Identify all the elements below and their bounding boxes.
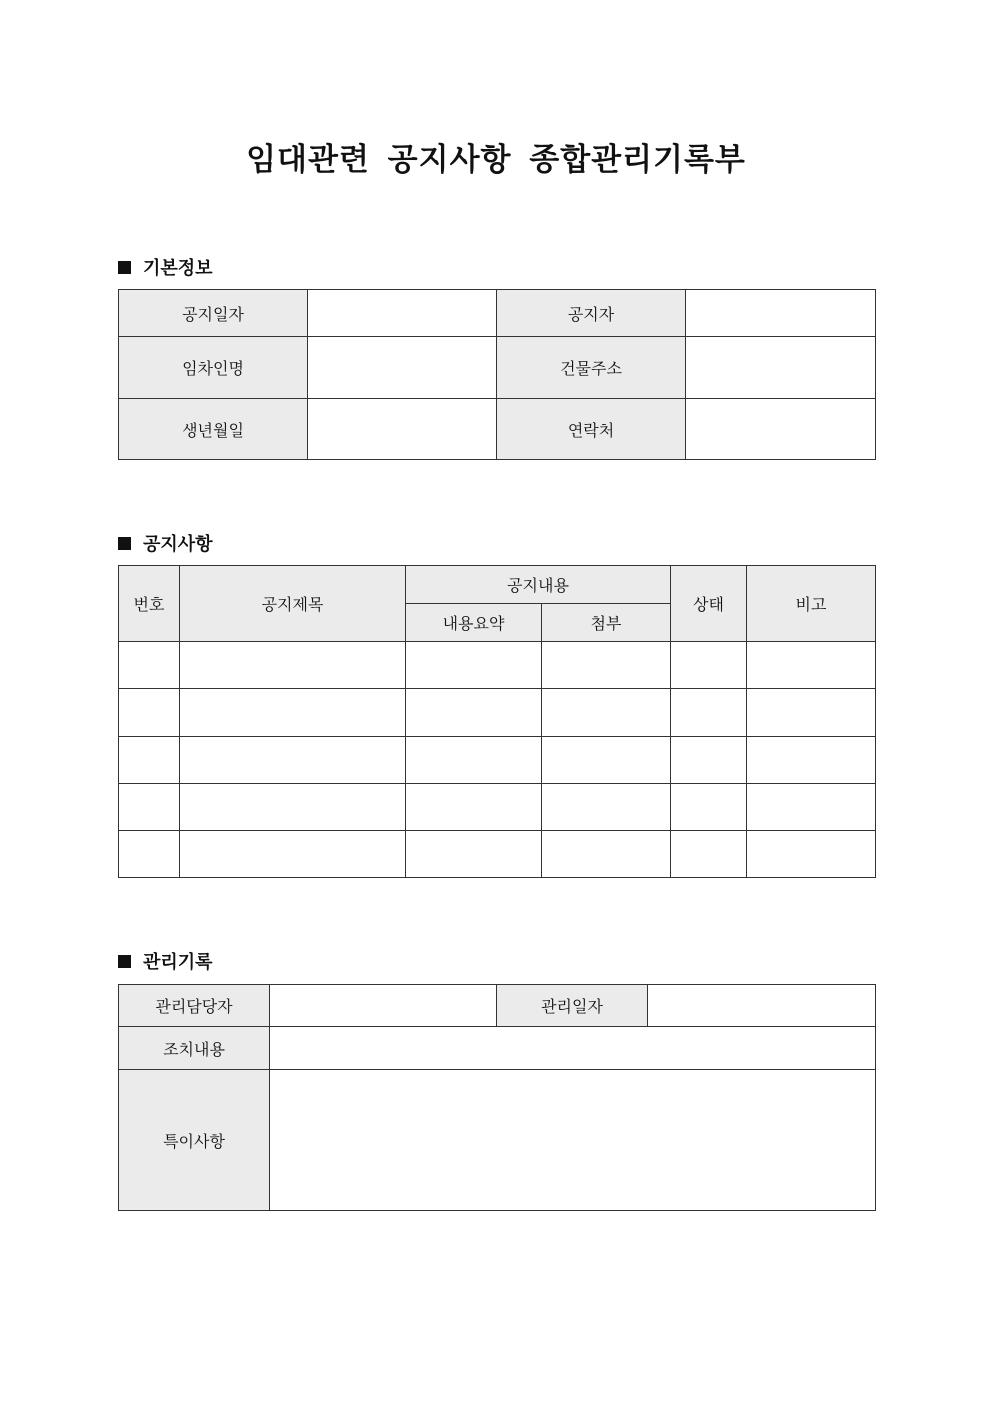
label-notifier: 공지자 — [497, 290, 686, 337]
label-birth-date: 생년월일 — [119, 399, 308, 460]
cell-remarks[interactable] — [747, 784, 876, 831]
cell-number[interactable] — [119, 689, 180, 737]
section-heading-basic — [118, 254, 213, 280]
cell-title[interactable] — [180, 642, 406, 689]
cell-title[interactable] — [180, 737, 406, 784]
table-row — [119, 784, 876, 831]
square-bullet-icon — [118, 261, 131, 274]
label-action: 조치내용 — [119, 1027, 270, 1070]
field-manage-date[interactable] — [648, 985, 876, 1027]
cell-number[interactable] — [119, 784, 180, 831]
cell-summary[interactable] — [406, 737, 542, 784]
cell-status[interactable] — [671, 689, 747, 737]
cell-attachment[interactable] — [542, 831, 671, 878]
cell-number[interactable] — [119, 642, 180, 689]
cell-attachment[interactable] — [542, 784, 671, 831]
section-heading-notice — [118, 530, 213, 556]
table-row — [119, 831, 876, 878]
field-manager[interactable] — [270, 985, 497, 1027]
cell-summary[interactable] — [406, 689, 542, 737]
cell-remarks[interactable] — [747, 689, 876, 737]
square-bullet-icon — [118, 537, 131, 550]
field-notes[interactable] — [270, 1070, 876, 1211]
manage-record-table — [118, 984, 876, 1211]
label-notes: 특이사항 — [119, 1070, 270, 1211]
label-building-address: 건물주소 — [497, 337, 686, 399]
field-notifier[interactable] — [686, 290, 876, 337]
header-status: 상태 — [671, 566, 747, 642]
page-title: 임대관련 공지사항 종합관리기록부 — [246, 142, 746, 178]
label-tenant-name: 임차인명 — [119, 337, 308, 399]
field-building-address[interactable] — [686, 337, 876, 399]
header-content: 공지내용 — [406, 566, 671, 604]
notice-table — [118, 565, 876, 878]
field-action[interactable] — [270, 1027, 876, 1070]
cell-attachment[interactable] — [542, 737, 671, 784]
label-notice-date: 공지일자 — [119, 290, 308, 337]
cell-summary[interactable] — [406, 642, 542, 689]
cell-summary[interactable] — [406, 784, 542, 831]
cell-status[interactable] — [671, 831, 747, 878]
section-title-notice: 공지사항 — [143, 534, 213, 555]
cell-title[interactable] — [180, 784, 406, 831]
section-title-manage: 관리기록 — [143, 952, 213, 973]
header-attachment: 첨부 — [542, 604, 671, 642]
table-row — [119, 689, 876, 737]
square-bullet-icon — [118, 955, 131, 968]
header-summary: 내용요약 — [406, 604, 542, 642]
cell-status[interactable] — [671, 642, 747, 689]
header-number: 번호 — [119, 566, 180, 642]
cell-remarks[interactable] — [747, 737, 876, 784]
cell-title[interactable] — [180, 689, 406, 737]
field-contact[interactable] — [686, 399, 876, 460]
cell-summary[interactable] — [406, 831, 542, 878]
header-title: 공지제목 — [180, 566, 406, 642]
table-row — [119, 737, 876, 784]
cell-title[interactable] — [180, 831, 406, 878]
section-heading-manage — [118, 948, 213, 974]
label-manager: 관리담당자 — [119, 985, 270, 1027]
label-manage-date: 관리일자 — [497, 985, 648, 1027]
cell-status[interactable] — [671, 737, 747, 784]
field-notice-date[interactable] — [308, 290, 497, 337]
cell-attachment[interactable] — [542, 642, 671, 689]
basic-info-table — [118, 289, 876, 460]
cell-number[interactable] — [119, 831, 180, 878]
cell-status[interactable] — [671, 784, 747, 831]
field-birth-date[interactable] — [308, 399, 497, 460]
field-tenant-name[interactable] — [308, 337, 497, 399]
cell-attachment[interactable] — [542, 689, 671, 737]
label-contact: 연락처 — [497, 399, 686, 460]
cell-number[interactable] — [119, 737, 180, 784]
section-title-basic: 기본정보 — [143, 258, 213, 279]
cell-remarks[interactable] — [747, 831, 876, 878]
table-row — [119, 642, 876, 689]
cell-remarks[interactable] — [747, 642, 876, 689]
header-remarks: 비고 — [747, 566, 876, 642]
